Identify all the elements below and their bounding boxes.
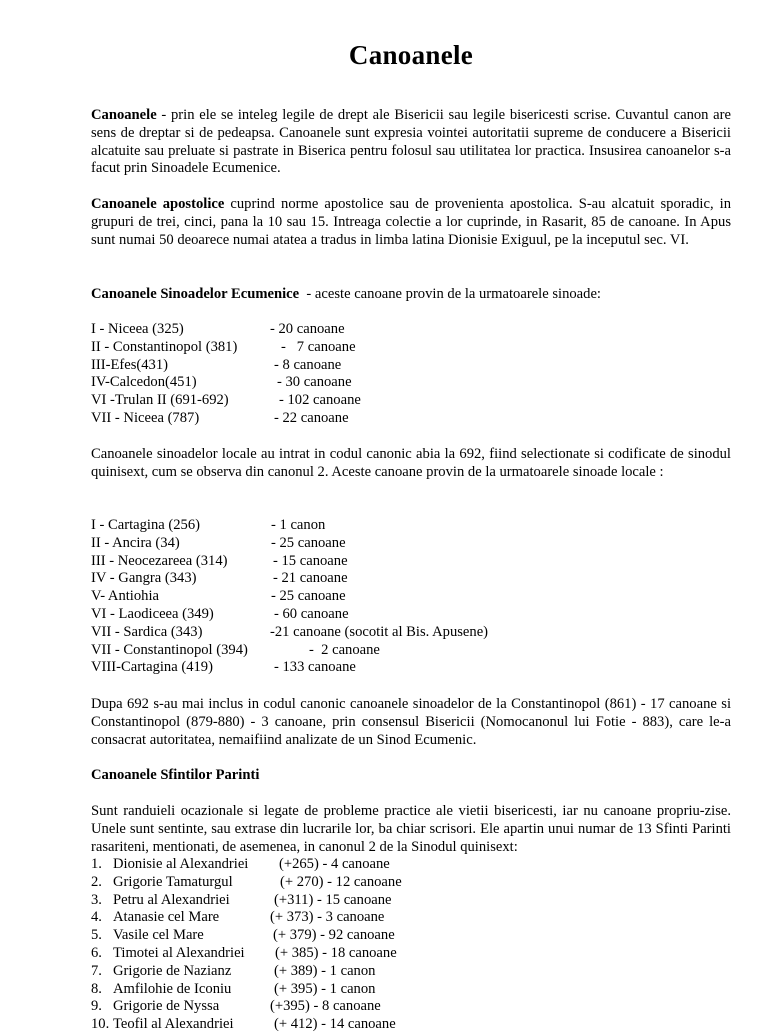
list-item: VII - Niceea (787) - 22 canoane <box>91 409 349 426</box>
list-item: VI - Laodiceea (349) - 60 canoane <box>91 605 349 622</box>
list-item: 10. Teofil al Alexandriei (+ 412) - 14 canoane <box>91 1016 396 1033</box>
list-item: VII - Sardica (343) -21 canoane (socotit al Bis. Apusene) <box>91 623 489 640</box>
list-item: VII - Constantinopol (394) - 2 canoane <box>91 641 380 658</box>
list-item: III - Neocezareea (314) - 15 canoane <box>91 552 348 569</box>
list-item: 3. Petru al Alexandriei (+311) - 15 canoane <box>91 891 392 908</box>
apostolic-term: Canoanele apostolice <box>91 196 225 212</box>
local-synods-paragraph: Canoanele sinoadelor locale au intrat in codul canonic abia la 692, fiind selectionate si codificate de sinodul quinisext, cum se observa din canonul 2. Aceste canoane provin de la urmatoarele sinoade locale : <box>91 446 731 480</box>
list-item: V- Antiohia - 25 canoane <box>91 588 346 605</box>
list-item: 8. Amfilohie de Iconiu (+ 395) - 1 canon <box>91 980 376 997</box>
list-item: 9. Grigorie de Nyssa (+395) - 8 canoane <box>91 998 381 1015</box>
list-item: 4. Atanasie cel Mare (+ 373) - 3 canoane <box>91 909 385 926</box>
list-item: IV-Calcedon(451) - 30 canoane <box>91 374 352 391</box>
fathers-list <box>91 856 731 1034</box>
ecumenical-text: - aceste canoane provin de la urmatoarele sinoade: <box>299 286 601 302</box>
local-synods-list <box>91 517 731 677</box>
after-692-paragraph: Dupa 692 s-au mai inclus in codul canonic canoanele sinoadelor de la Constantinopol (861) - 17 canoane si Constantinopol (879-880) - 3 canoane, prin consensul Bisericii (Nomocanonul lui Fotie - 883), care le-a consacrat autoritatea, nemaifiind analizate de un Sinod Ecumenic. <box>91 696 731 748</box>
list-item: III-Efes(431) - 8 canoane <box>91 356 342 373</box>
list-item: II - Ancira (34) - 25 canoane <box>91 534 346 551</box>
list-item: 6. Timotei al Alexandriei (+ 385) - 18 canoane <box>91 944 397 961</box>
apostolic-text: cuprind norme apostolice sau de provenienta apostolica. S-au alcatuit sporadic, in grupuri de trei, cinci, pana la 10 sau 15. Intreaga colectie a lor cuprinde, in Rasarit, 85 de canoane. In Apus sunt numai 50 deoarece numai atatea a tradus in limba latina Dionisie Exiguul, pe la inceputul sec. VI. <box>91 196 731 248</box>
list-item: I - Niceea (325) - 20 canoane <box>91 321 345 337</box>
intro-paragraph <box>91 107 731 178</box>
intro-text: - prin ele se inteleg legile de drept ale Bisericii sau legile bisericesti scrise. Cuvantul canon are sens de dreptar si de pedeapsa. Canoanele sunt expresia vointei autoritatii supreme de conducere a Bisericii alcatuite sau preluate si pastrate in Biserica pentru folosul sau utilitatea lor practica. Insusirea canoanelor s-a facut prin Sinoadele Ecumenice. <box>91 107 731 177</box>
list-item: 1. Dionisie al Alexandriei (+265) - 4 canoane <box>91 856 390 872</box>
list-item: VI -Trulan II (691-692) - 102 canoane <box>91 392 361 409</box>
list-item: 7. Grigorie de Nazianz (+ 389) - 1 canon <box>91 962 376 979</box>
ecumenical-synods-list <box>91 321 731 428</box>
intro-term: Canoanele <box>91 107 157 123</box>
apostolic-paragraph <box>91 196 731 249</box>
list-item: II - Constantinopol (381) - 7 canoane <box>91 338 356 355</box>
fathers-heading: Canoanele Sfintilor Parinti <box>91 767 260 783</box>
ecumenical-paragraph <box>91 286 731 304</box>
list-item: 2. Grigorie Tamaturgul (+ 270) - 12 canoane <box>91 873 402 890</box>
fathers-paragraph: Sunt randuieli ocazionale si legate de probleme practice ale vietii bisericesti, iar nu canoane propriu-zise. Unele sunt sentinte, sau extrase din lucrarile lor, ba chiar scrisori. Ele apartin unui numar de 13 Sfinti Parinti rasariteni, mentionati, de asemenea, in canonul 2 de la Sinodul quinisext: <box>91 803 731 855</box>
list-item: I - Cartagina (256) - 1 canon <box>91 517 326 533</box>
list-item: IV - Gangra (343) - 21 canoane <box>91 570 348 587</box>
list-item: 5. Vasile cel Mare (+ 379) - 92 canoane <box>91 927 395 944</box>
page-title: Canoanele <box>348 40 474 70</box>
ecumenical-term: Canoanele Sinoadelor Ecumenice <box>91 286 300 302</box>
list-item: VIII-Cartagina (419) - 133 canoane <box>91 659 356 676</box>
